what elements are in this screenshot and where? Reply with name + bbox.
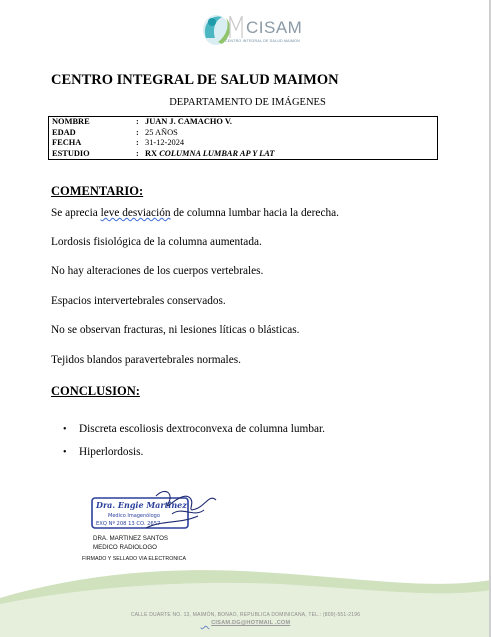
bullet-icon: •	[63, 447, 67, 458]
field-label: EDAD	[52, 127, 76, 137]
comentario-line-2: Lordosis fisiológica de la columna aumentada.	[51, 236, 262, 248]
conclusion-item-text: Hiperlordosis.	[79, 446, 144, 458]
conclusion-item-1	[63, 423, 325, 435]
conclusion-item-2	[63, 446, 143, 458]
field-value: JUAN J. CAMACHO V.	[145, 117, 232, 126]
field-separator: :	[136, 127, 139, 137]
field-separator: :	[136, 117, 139, 126]
logo-subtitle: CENTRO INTEGRAL DE SALUD MAIMON	[225, 39, 300, 43]
field-separator: :	[136, 148, 139, 158]
comentario-line-6: Tejidos blandos paravertebrales normales.	[51, 354, 241, 366]
field-value: 25 AÑOS	[145, 127, 178, 137]
comentario-line-4: Espacios intervertebrales conservados.	[51, 295, 226, 307]
field-value	[145, 149, 274, 158]
logo-name: CISAM	[246, 18, 303, 37]
field-label: FECHA	[52, 138, 82, 147]
patient-row-study	[52, 149, 274, 158]
field-label: ESTUDIO	[52, 148, 90, 158]
footer-email	[0, 620, 491, 626]
comentario-line-1	[51, 207, 339, 219]
comentario-line-1-a: Se aprecia	[51, 207, 101, 219]
comentario-line-1-c: de columna lumbar hacia la derecha.	[170, 207, 339, 219]
footer-email-text[interactable]: CISAM.DG@HOTMAIL .COM	[211, 620, 291, 626]
svg-text:Dra. Engie Martinez: Dra. Engie Martinez	[96, 500, 187, 510]
conclusion-item-text: Discreta escoliosis dextroconvexa de columna lumbar.	[79, 423, 325, 435]
comentario-line-5: No se observan fracturas, ni lesiones líticas o blásticas.	[51, 324, 300, 336]
patient-row-date	[52, 138, 184, 147]
comentario-heading: COMENTARIO:	[51, 184, 144, 198]
conclusion-heading: CONCLUSION:	[51, 384, 140, 398]
footer-email-icon-line	[201, 620, 210, 626]
study-name: COLUMNA LUMBAR AP Y LAT	[159, 148, 275, 158]
footer-address: CALLE DUARTE NO. 13, MAIMÓN, BONAO, REPUBLICA DOMINICANA, TEL.: (809)-551-2196	[130, 612, 361, 618]
field-separator: :	[136, 138, 139, 147]
patient-row-age	[52, 128, 178, 137]
field-label: NOMBRE	[52, 117, 90, 126]
doctor-stamp-signature	[86, 484, 222, 536]
patient-info-box	[48, 116, 438, 160]
comentario-line-1-b: leve desviación	[100, 207, 171, 219]
signature-title: MEDICO RADIOLOGO	[93, 544, 157, 551]
field-value: 31-12-2024	[145, 138, 185, 147]
page-title: CENTRO INTEGRAL DE SALUD MAIMON	[51, 72, 339, 88]
department-title: DEPARTAMENTO DE IMÁGENES	[169, 97, 326, 108]
svg-text:EXQ Nº 208 13 CO. 2657: EXQ Nº 208 13 CO. 2657	[96, 521, 161, 527]
bullet-icon: •	[63, 424, 67, 435]
signature-name: DRA. MARTINEZ SANTOS	[93, 535, 169, 542]
comentario-line-3: No hay alteraciones de los cuerpos vertebrales.	[51, 265, 264, 277]
study-prefix: RX	[145, 148, 160, 158]
signature-note: FIRMADO Y SELLADO VIA ELECTRONICA	[82, 556, 187, 562]
svg-text:Medico Imagenólogo: Medico Imagenólogo	[108, 513, 160, 519]
patient-row-name	[52, 117, 232, 126]
